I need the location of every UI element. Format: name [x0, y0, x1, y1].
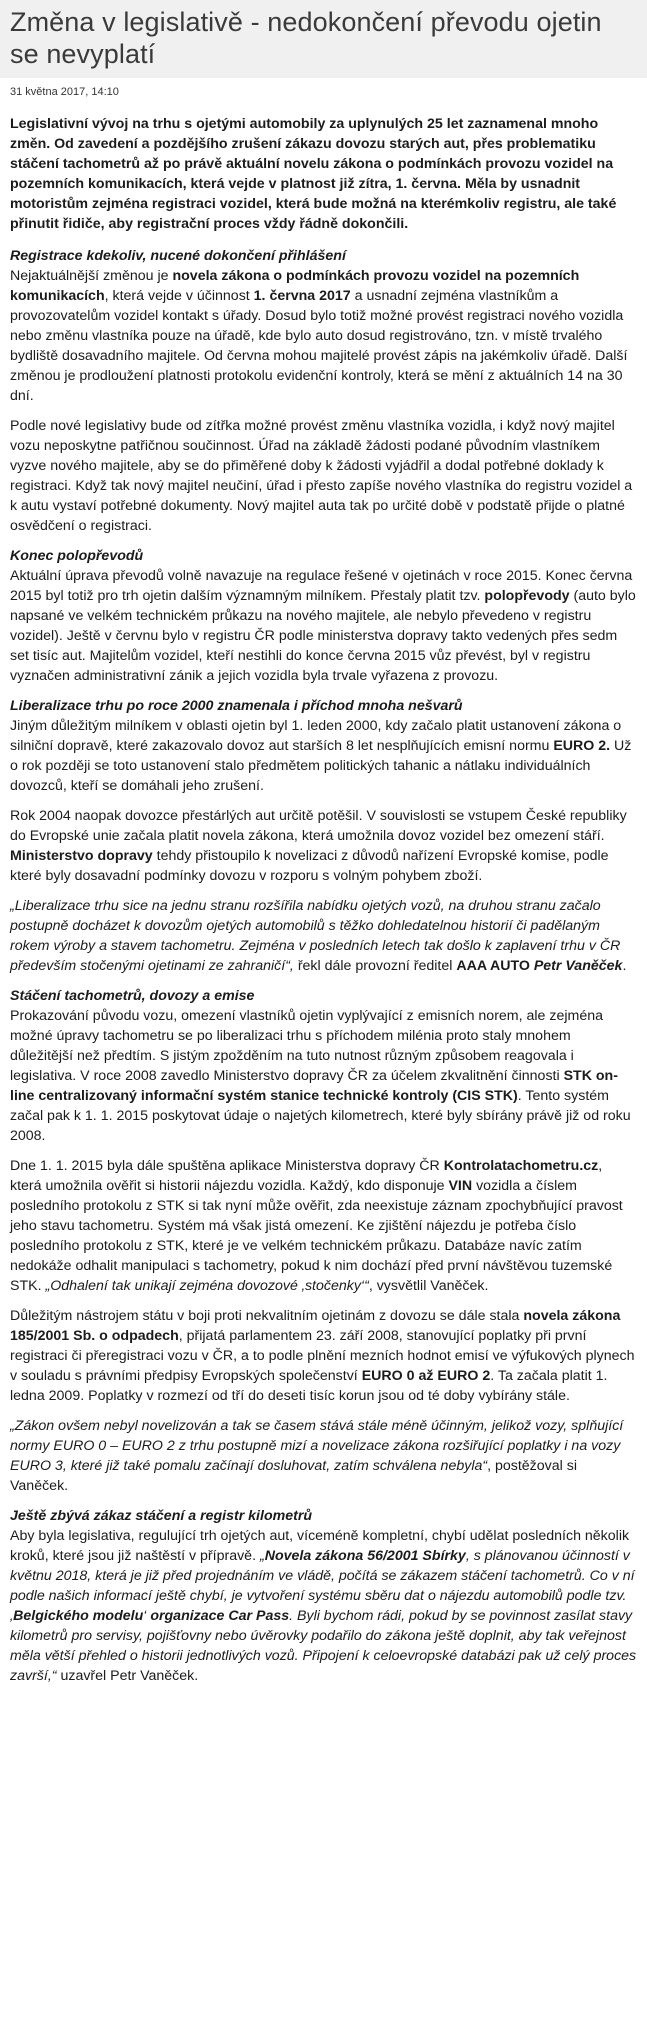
quote-text: „ — [259, 1548, 265, 1564]
paragraph — [10, 716, 637, 796]
paragraph — [10, 806, 637, 886]
bold-text: AAA AUTO — [456, 958, 530, 974]
article-lead: Legislativní vývoj na trhu s ojetými automobily za uplynulých 25 let zaznamenal mnoho změn. Od zavedení a pozdějšího zrušení zákazu dovozu starých aut, přes problematiku stáčení tachometrů až po právě aktuální novelu zákona o podmínkách provozu vozidel na pozemních komunikacích, která vejde v platnost již zítra, 1. června. Měla by usnadnit motoristům zejména registraci vozidel, která bude možná na kterémkoliv registru, ale také přinutit řidiče, aby registrační proces vždy řádně dokončili. — [10, 116, 617, 232]
text-run: , která umožnila ověřit si historii nájezdu vozidla. Každý, kdo disponuje — [10, 1158, 603, 1194]
text-run: . — [622, 958, 627, 974]
paragraph — [10, 566, 637, 686]
text-run: Aktuální úprava převodů volně navazuje na regulace řešené v ojetinách v roce 2015. Konec června 2015 byl totiž pro trh ojetin dalším významným milníkem. Přestaly platit tzv. — [10, 568, 633, 604]
bold-text: novela zákona o podmínkách provozu vozidel na pozemních komunikacích — [10, 268, 580, 304]
quote-paragraph — [10, 1416, 637, 1496]
text-run: a usnadní zejména vlastníkům a provozovatelům vozidel kontakt s úřady. Dosud bylo totiž možné provést registraci nového vozidla nebo změnu vlastníka pouze na úřadě, kde bylo auto dosud registrováno, tzn. v místě trvalého bydliště dosavadního majitele. Od června mohou majitelé provést zápis na jakémkoliv úřadě. Další změnou je prodloužení platnosti protokolu evidenční kontroly, která se mění z aktuálních 14 na 30 dní. — [10, 288, 628, 404]
section-heading-half-transfers: Konec polopřevodů — [10, 548, 144, 564]
article-title: Změna v legislativě - nedokončení převodu ojetin se nevyplatí — [10, 7, 602, 69]
paragraph — [10, 1006, 637, 1146]
bold-text: Kontrolatachometru.cz — [443, 1158, 599, 1174]
bold-italic-text: Petr Vaněček — [529, 958, 623, 974]
bold-italic-text: Novela zákona 56/2001 Sbírky — [264, 1548, 466, 1564]
paragraph — [10, 1526, 637, 1686]
bold-text: STK on-line centralizovaný informační systém stanice technické kontroly (CIS STK) — [10, 1068, 618, 1104]
bold-text: 1. června 2017 — [253, 288, 351, 304]
paragraph — [10, 266, 637, 406]
bold-text: novela zákona 185/2001 Sb. o odpadech — [10, 1308, 621, 1344]
text-run: řekl dále provozní ředitel — [293, 958, 457, 974]
bold-italic-text: Belgického modelu — [13, 1608, 144, 1624]
text-run: , vysvětlil Vaněček. — [368, 1278, 489, 1294]
bold-text: polopřevody — [484, 588, 570, 604]
quote-text: „Odhalení tak unikají zejména dovozové ‚stočenky‘“ — [45, 1278, 369, 1294]
text-run: tehdy přistoupilo k novelizaci z důvodů nařízení Evropské komise, podle které byly dosavadní podmínky dovozu v rozporu s volným pohybem zboží. — [10, 848, 609, 884]
paragraph — [10, 1306, 637, 1406]
bold-text: VIN — [448, 1178, 473, 1194]
text-run: . Ta začala platit 1. ledna 2009. Poplatky v rozmezí od tří do deseti tisíc korun jsou od té doby vybírány stále. — [10, 1368, 608, 1404]
text-run: uzavřel Petr Vaněček. — [56, 1668, 199, 1684]
quote-text: „Zákon ovšem nebyl novelizován a tak se časem stává stále méně účinným, jelikož vozy, splňující normy EURO 0 – EURO 2 z trhu postupně mizí a novelizace zákona rozšiřující poplatky i na vozy EURO 3, které již také pomalu začínají dosluhovat, zatím schválena nebyla“ — [10, 1418, 624, 1474]
bold-text: Ministerstvo dopravy — [10, 848, 153, 864]
article-body — [0, 86, 647, 1686]
text-run: Rok 2004 naopak dovozce přestárlých aut určitě potěšil. V souvislosti se vstupem České republiky do Evropské unie začala platit novela zákona, která umožnila dovoz vozidel bez omezení stáří. — [10, 808, 627, 844]
section-heading-odometer-registry: Ještě zbývá zákaz stáčení a registr kilometrů — [10, 1508, 313, 1524]
paragraph: Podle nové legislativy bude od zítřka možné provést změnu vlastníka vozidla, i když nový majitel vozu neposkytne patřičnou součinnost. Úřad na základě žádosti podané původním vlastníkem vyzve nového majitele, aby se do přiměřené doby k žádosti vyjádřil a dodal potřebné doklady k registraci. Když tak nový majitel neučiní, úřad i přesto zapíše nového vlastníka do registru vozidel a k autu vystaví potřebné dokumenty. Nový majitel auta tak po určité době v podstatě přijde o platné osvědčení o registraci. — [10, 418, 633, 534]
quote-text: . Byli bychom rádi, pokud by se povinnost zasílat stavy kilometrů pro servisy, pojišťovny nebo úvěrovky podařilo do zákona ještě doplnit, aby tak veřejnost měla větší přehled o historii jednotlivých vozů. Připojení k celoevropské databázi pak už celý proces završí,“ — [10, 1608, 637, 1684]
text-run: Důležitým nástrojem státu v boji proti nekvalitním ojetinám z dovozu se dále stala — [10, 1308, 524, 1324]
text-run: Nejaktuálnější změnou je — [10, 268, 173, 284]
quote-paragraph — [10, 896, 637, 976]
text-run: Jiným důležitým milníkem v oblasti ojetin byl 1. leden 2000, kdy začalo platit ustanovení zákona o silniční dopravě, které zakazovalo dovoz aut starších 8 let nesplňujících emisní normu — [10, 718, 622, 754]
section-heading-liberalization: Liberalizace trhu po roce 2000 znamenala i příchod mnoha nešvarů — [10, 698, 463, 714]
publish-date: 31 května 2017, 14:10 — [10, 86, 119, 98]
article-header — [0, 0, 647, 78]
text-run: , přijatá parlamentem 23. září 2008, stanovující poplatky při první registraci či přeregistraci vozu v ČR, a to podle plnění mezních hodnot emisí ve výfukových plynech v souladu s právními předpisy Evropských společenství — [10, 1328, 635, 1384]
bold-text: EURO 2. — [553, 738, 611, 754]
text-run: Aby byla legislativa, regulující trh ojetých aut, víceméně kompletní, chybí udělat posledních několik kroků, které jsou již naštěstí v přípravě. — [10, 1528, 630, 1564]
text-run: Prokazování původu vozu, omezení vlastníků ojetin vyplývající z emisních norem, ale zejména možné úpravy tachometru se po liberalizaci trhu s příchodem milénia proto staly mnohem důležitější než předtím. S jistým zpožděním na tuto nutnost různým způsobem reagovala i legislativa. V roce 2008 zavedlo Ministerstvo dopravy ČR za účelem zkvalitnění činnosti — [10, 1008, 604, 1084]
text-run: , postěžoval si Vaněček. — [10, 1458, 577, 1494]
bold-italic-text: organizace Car Pass — [150, 1608, 290, 1624]
quote-text: ‘ — [143, 1608, 151, 1624]
text-run: , která vejde v účinnost — [104, 288, 254, 304]
text-run: Dne 1. 1. 2015 byla dále spuštěna aplikace Ministerstva dopravy ČR — [10, 1158, 444, 1174]
text-run: (auto bylo napsané ve velkém technickém průkazu na nového majitele, ale nebylo převedeno v registru vozidel). Ještě v červnu bylo v registru ČR podle ministerstva dopravy takto vedených přes sedm set tisíc aut. Majitelům vozidel, kteří nestihli do konce června 2015 vůz převést, byl v registru vyznačen administrativní zánik a jejich vozidla byla trvale vyřazena z provozu. — [10, 588, 636, 684]
quote-text: „Liberalizace trhu sice na jednu stranu rozšířila nabídku ojetých vozů, na druhou stranu začalo postupně docházet k dovozům ojetých automobilů s těžko dohledatelnou historií či padělaným rokem výroby a stavem tachometru. Zejména v posledních letech tak došlo k zaplavení trhu v ČR především stočenými ojetinami ze zahraničí“, — [10, 898, 621, 974]
section-heading-odometer: Stáčení tachometrů, dovozy a emise — [10, 988, 255, 1004]
section-heading-registration: Registrace kdekoliv, nucené dokončení přihlášení — [10, 248, 346, 264]
text-run: Už o rok později se toto ustanovení stalo předmětem politických tahanic a nátlaku individuálních dovozců, kteří se domáhali jeho zrušení. — [10, 738, 632, 794]
paragraph — [10, 1156, 637, 1296]
text-run: . Tento systém začal pak k 1. 1. 2015 poskytovat údaje o najetých kilometrech, které byly sbírány právě již od roku 2008. — [10, 1088, 631, 1144]
text-run: vozidla a číslem posledního protokolu z STK si tak nyní může ověřit, zda neexistuje záznam zpochybňující pravost jeho stavu tachometru. Systém má však jistá omezení. Ke zjištění nájezdu je potřeba číslo posledního protokolu z STK, které je ve velkém technickém průkazu. Databáze navíc zatím nedokáže odhalit manipulaci s tachometry, pokud k nim dochází před první návštěvou tuzemské STK. — [10, 1178, 623, 1294]
bold-text: EURO 0 až EURO 2 — [361, 1368, 491, 1384]
quote-text: , s plánovanou účinností v květnu 2018, která je již před projednáním ve vládě, počítá se zákazem stáčení tachometrů. Co v ní podle našich informací ještě chybí, je vytvoření systému sběru dat o nájezdu automobilů podle tzv. ‚ — [10, 1548, 635, 1624]
